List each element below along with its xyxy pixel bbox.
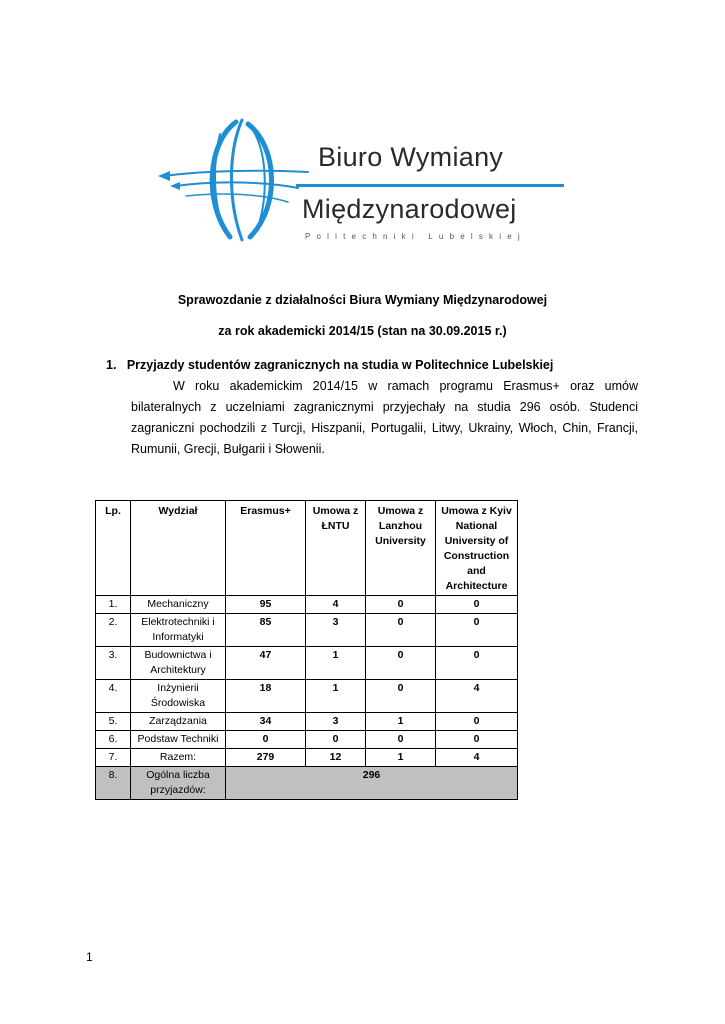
table-row-total — [96, 749, 518, 767]
cell-erasmus: 18 — [226, 680, 306, 713]
cell-lntu: 4 — [306, 596, 366, 614]
header-erasmus: Erasmus+ — [226, 501, 306, 596]
header-lp: Lp. — [96, 501, 131, 596]
header-lanzhou: Umowa z Lanzhou University — [366, 501, 436, 596]
cell-lntu: 1 — [306, 680, 366, 713]
header-kyiv: Umowa z Kyiv National University of Construction and Architecture — [436, 501, 518, 596]
table-row — [96, 731, 518, 749]
header-wydzial: Wydział — [131, 501, 226, 596]
cell-wydzial: Razem: — [131, 749, 226, 767]
cell-kyiv: 0 — [436, 647, 518, 680]
cell-lanzhou: 1 — [366, 749, 436, 767]
table-row-grand-total — [96, 767, 518, 800]
logo — [158, 112, 568, 247]
logo-line1: Biuro Wymiany — [318, 142, 504, 172]
cell-wydzial: Elektrotechniki i Informatyki — [131, 614, 226, 647]
cell-grand-total-value: 296 — [226, 767, 518, 800]
cell-lp: 4. — [96, 680, 131, 713]
cell-erasmus: 34 — [226, 713, 306, 731]
page-number: 1 — [86, 950, 93, 964]
logo-line2: Międzynarodowej — [302, 194, 517, 224]
cell-lp: 3. — [96, 647, 131, 680]
cell-lntu: 3 — [306, 713, 366, 731]
table-row — [96, 614, 518, 647]
cell-wydzial: Budownictwa i Architektury — [131, 647, 226, 680]
table-header-row — [96, 501, 518, 596]
cell-kyiv: 4 — [436, 749, 518, 767]
globe-arrows-icon — [158, 112, 318, 247]
cell-wydzial: Inżynierii Środowiska — [131, 680, 226, 713]
report-title: Sprawozdanie z działalności Biura Wymiany Międzynarodowej — [177, 293, 548, 307]
cell-lp: 1. — [96, 596, 131, 614]
cell-lp: 6. — [96, 731, 131, 749]
report-subtitle: za rok akademicki 2014/15 (stan na 30.09.2015 r.) — [218, 324, 507, 338]
arrivals-table — [95, 500, 518, 800]
cell-erasmus: 85 — [226, 614, 306, 647]
logo-line3: Politechniki Lubelskiej — [305, 232, 526, 241]
cell-wydzial: Zarządzania — [131, 713, 226, 731]
cell-lp: 7. — [96, 749, 131, 767]
cell-lntu: 1 — [306, 647, 366, 680]
cell-wydzial: Podstaw Techniki — [131, 731, 226, 749]
cell-kyiv: 0 — [436, 596, 518, 614]
paragraph-text: W roku akademickim 2014/15 w ramach programu Erasmus+ oraz umów bilateralnych z uczelniami zagranicznymi przyjechały na studia 296 osób. Studenci zagraniczni pochodzili z Turcji, Hiszpanii, Portugalii, Litwy, Ukrainy, Włoch, Chin, Francji, Rumunii, Grecji, Bułgarii i Słowenii. — [131, 379, 638, 456]
cell-lntu: 0 — [306, 731, 366, 749]
cell-lp: 2. — [96, 614, 131, 647]
cell-erasmus: 95 — [226, 596, 306, 614]
cell-lp: 5. — [96, 713, 131, 731]
cell-kyiv: 0 — [436, 731, 518, 749]
header-lntu: Umowa z ŁNTU — [306, 501, 366, 596]
cell-lanzhou: 0 — [366, 647, 436, 680]
cell-kyiv: 4 — [436, 680, 518, 713]
cell-lp: 8. — [96, 767, 131, 800]
cell-lanzhou: 0 — [366, 680, 436, 713]
cell-kyiv: 0 — [436, 614, 518, 647]
cell-kyiv: 0 — [436, 713, 518, 731]
table-row — [96, 647, 518, 680]
cell-lanzhou: 0 — [366, 731, 436, 749]
table-row — [96, 713, 518, 731]
cell-erasmus: 279 — [226, 749, 306, 767]
section-paragraph — [131, 376, 638, 460]
cell-lanzhou: 0 — [366, 596, 436, 614]
cell-lanzhou: 0 — [366, 614, 436, 647]
logo-divider — [296, 184, 564, 187]
cell-erasmus: 0 — [226, 731, 306, 749]
cell-lntu: 12 — [306, 749, 366, 767]
cell-erasmus: 47 — [226, 647, 306, 680]
cell-lntu: 3 — [306, 614, 366, 647]
cell-grand-total-label: Ogólna liczba przyjazdów: — [131, 767, 226, 800]
table-row — [96, 596, 518, 614]
cell-wydzial: Mechaniczny — [131, 596, 226, 614]
section-heading: 1. Przyjazdy studentów zagranicznych na studia w Politechnice Lubelskiej — [106, 358, 554, 372]
table-row — [96, 680, 518, 713]
cell-lanzhou: 1 — [366, 713, 436, 731]
